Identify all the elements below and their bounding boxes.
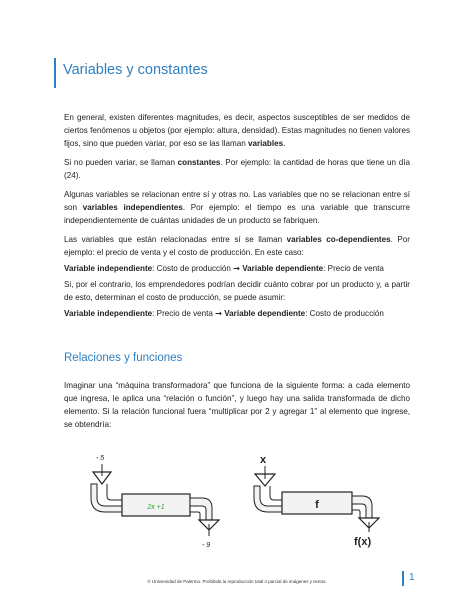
paragraph-magnitudes — [64, 111, 410, 150]
paragraph-constantes — [64, 156, 410, 182]
machine-function-label: 2x +1 — [147, 504, 165, 511]
example-1 — [64, 262, 410, 275]
function-machine-diagram-generic — [248, 452, 398, 552]
intro-section — [64, 111, 410, 323]
output-pipe — [352, 496, 372, 518]
example-independent-label: Variable independiente — [64, 309, 153, 318]
paragraph-text: . Por ejemplo: el tiempo es una variable que transcurre independientemente de cuántas unidades de un producto se fabriquen. — [64, 203, 410, 225]
example-dependent-value: : Costo de producción — [305, 309, 384, 318]
paragraph-text: Si no pueden variar, se llaman — [64, 158, 178, 167]
term-variables-codependientes: variables co-dependientes — [286, 235, 391, 244]
page-number: 1 — [409, 572, 415, 583]
paragraph-text: Las variables que están relacionadas entre sí se llaman — [64, 235, 287, 244]
example-dependent-label: Variable dependiente — [224, 309, 306, 318]
paragraph-text: . Por ejemplo: la cantidad de horas que tiene un día (24). — [64, 158, 410, 180]
output-pipe-inner — [352, 510, 360, 518]
example-independent-label: Variable independiente — [64, 264, 153, 273]
input-pipe-inner — [270, 486, 282, 500]
example-dependent-value: : Precio de venta — [323, 264, 384, 273]
machine-function-label: f — [315, 499, 319, 511]
output-pipe-inner — [190, 512, 200, 520]
paragraph-text: . — [283, 139, 286, 148]
page-number-accent-bar — [402, 571, 404, 586]
machine-input-label: x — [260, 454, 267, 466]
example-independent-value: : Costo de producción — [152, 264, 234, 273]
paragraph-independientes — [64, 188, 410, 227]
machine-output-label: f(x) — [354, 536, 372, 548]
section-subtitle: Relaciones y funciones — [64, 352, 183, 364]
paragraph-contrario — [64, 278, 410, 304]
paragraph-text: Si, por el contrario, los emprendedores podrían decidir cuánto cobrar por un producto y, a partir de esto, determinan el costo de producción, se puede asumir: — [64, 280, 410, 302]
paragraph-codependientes — [64, 233, 410, 259]
function-machine-diagram-numeric — [84, 448, 234, 552]
input-pipe-inner — [107, 484, 122, 500]
title-accent-bar — [54, 58, 56, 88]
term-variables-independientes: variables independientes — [82, 203, 183, 212]
paragraph-text: . Por ejemplo: el precio de venta y el costo de producción. En este caso: — [64, 235, 410, 257]
arrow-right-icon: → — [233, 263, 240, 273]
term-constantes: constantes — [177, 158, 221, 167]
paragraph-maquina: Imaginar una “máquina transformadora” que funciona de la siguiente forma: a cada elemento que ingresa, le aplica una “relación o función”, y luego hay una salida transformada de dicho elemento. Si la relación funcional fuera “multiplicar por 2 y agregar 1” al elemento que ingrese, se obtendría: — [64, 381, 410, 429]
arrow-right-icon: → — [215, 308, 222, 318]
copyright-footer: © Universidad de Palermo. Prohibida la reproducción total o parcial de imágenes y textos. — [147, 579, 327, 584]
example-independent-value: : Precio de venta — [152, 309, 216, 318]
input-pipe — [254, 486, 282, 512]
output-pipe — [190, 498, 212, 520]
example-2 — [64, 307, 410, 320]
machine-input-label: - 5 — [96, 455, 105, 462]
page-title: Variables y constantes — [63, 62, 208, 78]
machine-output-label: - 9 — [202, 542, 211, 549]
term-variables: variables — [248, 139, 284, 148]
paragraph-text: En general, existen diferentes magnitudes, es decir, aspectos susceptibles de ser medidos de ciertos fenómenos u objetos (por ejemplo: altura, densidad). Estas magnitudes no tienen valores fijos, sino que pueden variar, por eso se las llaman — [64, 113, 410, 148]
example-dependent-label: Variable dependiente — [242, 264, 324, 273]
paragraph-text: Algunas variables se relacionan entre sí y otras no. Las variables que no se relacionan entre sí son — [64, 190, 410, 212]
